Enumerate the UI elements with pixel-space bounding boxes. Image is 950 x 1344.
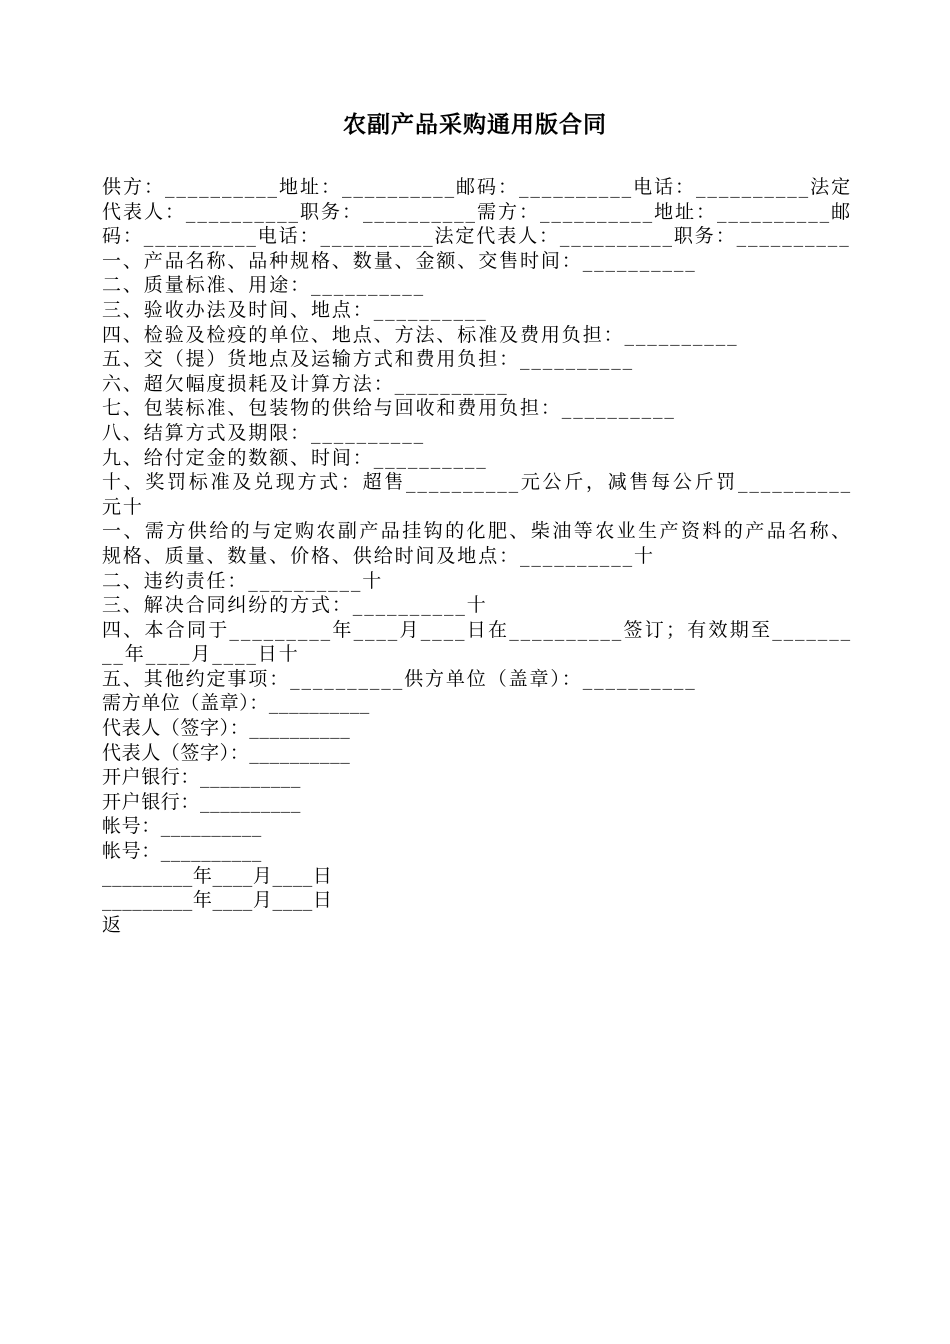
return-text: 返 (102, 913, 122, 936)
clause-9: 九、给付定金的数额、时间：__________ (102, 446, 488, 469)
clause-10: 十、奖罚标准及兑现方式：超售__________元公斤，减售每公斤罚__________元十 (102, 471, 852, 518)
clause-8: 八、结算方式及期限：__________ (102, 421, 426, 444)
clause-15-other-terms: 五、其他约定事项：__________供方单位（盖章）：__________ (102, 667, 697, 690)
representative-sign-line-1: 代表人（签字）：__________ (102, 717, 351, 740)
clause-4: 四、检验及检疫的单位、地点、方法、标准及费用负担：__________ (102, 323, 739, 346)
representative-sign-line-2: 代表人（签字）：__________ (102, 741, 351, 764)
account-line-1: 帐号：__________ (102, 815, 262, 838)
date-line-1: _________年____月____日 (102, 864, 333, 887)
clause-5: 五、交（提）货地点及运输方式和费用负担：__________ (102, 348, 635, 371)
date-line-2: _________年____月____日 (102, 889, 333, 912)
clause-11: 一、需方供给的与定购农副产品挂钩的化肥、柴油等农业生产资料的产品名称、规格、质量、数量、价格、供给时间及地点：__________十 (102, 520, 852, 567)
bank-line-2: 开户银行：__________ (102, 790, 302, 813)
bank-line-1: 开户银行：__________ (102, 766, 302, 789)
clause-12: 二、违约责任：__________十 (102, 569, 384, 592)
parties-paragraph: 供方：__________地址：__________邮码：__________电话：__________法定代表人：__________职务：__________需方：__________地址：__________邮码：__________电话：__________法定代表人：__________职务：__________ (102, 176, 852, 248)
clause-7: 七、包装标准、包装物的供给与回收和费用负担：__________ (102, 397, 676, 420)
buyer-seal-line: 需方单位（盖章）：__________ (102, 692, 370, 715)
clause-14: 四、本合同于_________年____月____日在__________签订；有效期至_________年____月____日十 (102, 618, 852, 666)
account-line-2: 帐号：__________ (102, 840, 262, 863)
clause-6: 六、超欠幅度损耗及计算方法：__________ (102, 372, 509, 395)
clause-2: 二、质量标准、用途：__________ (102, 274, 426, 297)
clause-1: 一、产品名称、品种规格、数量、金额、交售时间：__________ (102, 249, 697, 272)
document-body (102, 175, 852, 937)
document-title: 农副产品采购通用版合同 (343, 112, 607, 138)
clause-3: 三、验收办法及时间、地点：__________ (102, 298, 488, 321)
clause-13: 三、解决合同纠纷的方式：__________十 (102, 594, 488, 617)
